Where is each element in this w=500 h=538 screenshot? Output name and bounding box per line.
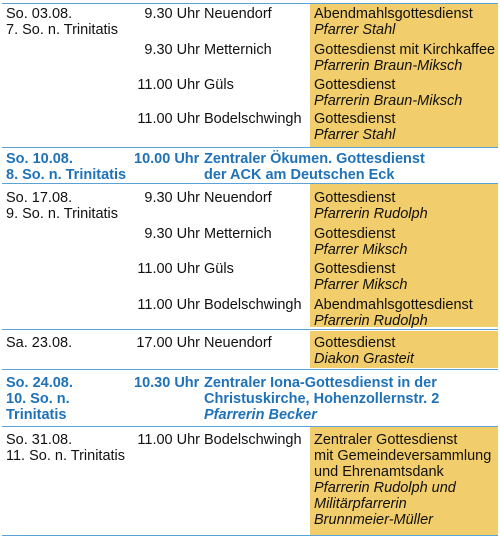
date: So. 03.08. — [6, 6, 73, 22]
service-line: Zentraler Gottesdienst — [314, 432, 458, 448]
preacher: Pfarrer Stahl — [314, 127, 396, 143]
featured-service-line2: der ACK am Deutschen Eck — [204, 167, 395, 183]
preacher: Diakon Grasteit — [314, 351, 414, 367]
date: So. 17.08. — [6, 190, 73, 206]
preacher: Pfarrerin Braun-Miksch — [314, 58, 463, 74]
featured-service: Zentraler Iona-Gottesdienst in der — [204, 375, 437, 391]
date: So. 24.08. — [6, 375, 73, 391]
time: 9.30 Uhr — [144, 226, 200, 242]
time: 9.30 Uhr — [144, 190, 200, 206]
service-line: mit Gemeindeversammlung — [314, 448, 492, 464]
preacher-line: Militärpfarrerin — [314, 496, 407, 512]
preacher-line: Brunnmeier-Müller — [314, 512, 433, 528]
preacher: Pfarrerin Braun-Miksch — [314, 93, 463, 109]
place: Neuendorf — [204, 190, 272, 206]
place: Güls — [204, 77, 234, 93]
preacher-line: Pfarrerin Rudolph und — [314, 480, 456, 496]
divider — [2, 147, 498, 148]
place: Bodelschwingh — [204, 111, 302, 127]
place: Bodelschwingh — [204, 432, 302, 448]
divider — [2, 426, 498, 427]
place: Bodelschwingh — [204, 297, 302, 313]
divider — [2, 535, 498, 536]
place: Güls — [204, 261, 234, 277]
date: Sa. 23.08. — [6, 335, 73, 351]
time: 9.30 Uhr — [144, 42, 200, 58]
sunday-name: 10. So. n. — [6, 391, 70, 407]
service: Gottesdienst — [314, 261, 396, 277]
divider — [2, 3, 498, 4]
sunday-name-line2: Trinitatis — [6, 407, 67, 423]
time: 9.30 Uhr — [144, 6, 200, 22]
time: 11.00 Uhr — [137, 297, 200, 313]
sunday-name: 7. So. n. Trinitatis — [6, 22, 119, 38]
service-line: und Ehrenamtsdank — [314, 464, 444, 480]
service: Gottesdienst — [314, 77, 396, 93]
sunday-name: 8. So. n. Trinitatis — [6, 167, 127, 183]
service: Gottesdienst — [314, 190, 396, 206]
time: 11.00 Uhr — [137, 111, 200, 127]
service: Abendmahlsgottesdienst — [314, 6, 473, 22]
featured-time: 10.00 Uhr — [134, 151, 200, 167]
sunday-name: 9. So. n. Trinitatis — [6, 206, 119, 222]
date: So. 10.08. — [6, 151, 73, 167]
preacher: Pfarrerin Rudolph — [314, 206, 428, 222]
place: Metternich — [204, 42, 272, 58]
preacher: Pfarrerin Rudolph — [314, 313, 428, 329]
preacher: Pfarrer Miksch — [314, 242, 408, 258]
time: 11.00 Uhr — [137, 77, 200, 93]
service: Abendmahlsgottesdienst — [314, 297, 473, 313]
featured-preacher: Pfarrerin Becker — [204, 407, 317, 423]
date: So. 31.08. — [6, 432, 73, 448]
preacher: Pfarrer Stahl — [314, 22, 396, 38]
divider — [2, 369, 498, 370]
service: Gottesdienst mit Kirchkaffee — [314, 42, 496, 58]
sunday-name: 11. So. n. Trinitatis — [6, 448, 126, 464]
featured-time: 10.30 Uhr — [134, 375, 200, 391]
time: 11.00 Uhr — [137, 432, 200, 448]
service: Gottesdienst — [314, 335, 396, 351]
featured-service-line2: Christuskirche, Hohenzollernstr. 2 — [204, 391, 440, 407]
service: Gottesdienst — [314, 111, 396, 127]
place: Neuendorf — [204, 6, 272, 22]
time: 11.00 Uhr — [137, 261, 200, 277]
place: Metternich — [204, 226, 272, 242]
place: Neuendorf — [204, 335, 272, 351]
time: 17.00 Uhr — [136, 335, 200, 351]
service: Gottesdienst — [314, 226, 396, 242]
featured-service: Zentraler Ökumen. Gottesdienst — [204, 151, 425, 167]
preacher: Pfarrer Miksch — [314, 277, 408, 293]
